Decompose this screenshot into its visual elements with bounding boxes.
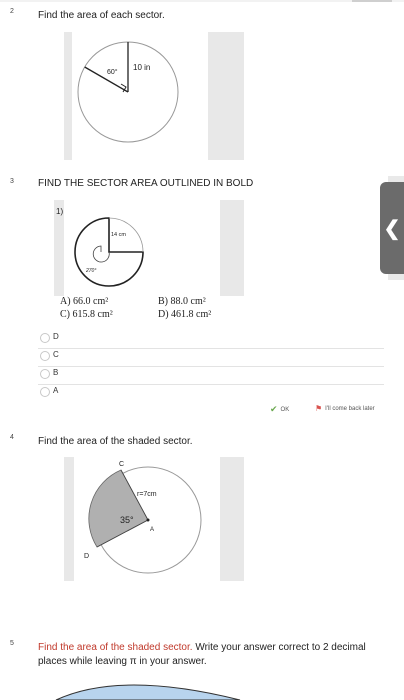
choice-c[interactable] bbox=[38, 348, 384, 367]
come-back-later-button[interactable] bbox=[315, 405, 375, 413]
sector-angle-label: 60° bbox=[107, 69, 118, 76]
choice-label: D bbox=[53, 332, 59, 341]
top-border bbox=[0, 0, 404, 2]
option-d: D) 461.8 cm² bbox=[158, 309, 212, 320]
chevron-left-icon: ❮ bbox=[383, 217, 401, 240]
choice-d[interactable] bbox=[38, 330, 384, 349]
question-number: 4 bbox=[10, 434, 14, 441]
top-bar-mark bbox=[352, 0, 392, 2]
side-panel-toggle[interactable] bbox=[380, 182, 404, 274]
question-number: 3 bbox=[10, 178, 14, 185]
point-d-label: D bbox=[84, 553, 90, 560]
part-label: 1) bbox=[56, 207, 64, 216]
ok-button[interactable] bbox=[270, 405, 289, 414]
question-number: 5 bbox=[10, 640, 14, 647]
question-number: 2 bbox=[10, 8, 14, 15]
sector-radius-label: 10 in bbox=[133, 63, 151, 72]
figure-4-partial bbox=[40, 676, 270, 700]
option-a: A) 66.0 cm² bbox=[60, 296, 109, 307]
choice-label: C bbox=[53, 350, 59, 359]
figure-3 bbox=[64, 457, 244, 581]
question-text-red: Find the area of the shaded sector. bbox=[38, 642, 193, 653]
check-icon: ✔ bbox=[270, 404, 278, 414]
option-c: C) 615.8 cm² bbox=[60, 309, 113, 320]
choice-b[interactable] bbox=[38, 366, 384, 385]
figure-2 bbox=[54, 200, 244, 296]
radio-button[interactable] bbox=[40, 333, 50, 343]
flag-icon: ⚑ bbox=[315, 404, 323, 413]
choice-label: A bbox=[53, 386, 59, 395]
sector-angle-label: 35° bbox=[120, 515, 134, 525]
choice-a[interactable] bbox=[38, 384, 384, 402]
question-text: FIND THE SECTOR AREA OUTLINED IN BOLD bbox=[38, 178, 254, 189]
come-back-later-label: I'll come back later bbox=[325, 406, 375, 412]
point-c-label: C bbox=[119, 461, 125, 468]
question-text: Find the area of each sector. bbox=[38, 10, 165, 21]
sector-radius-label: 14 cm bbox=[111, 232, 126, 238]
radius-label: r=7cm bbox=[137, 491, 157, 498]
figure-1 bbox=[64, 32, 244, 160]
center-point bbox=[147, 519, 150, 522]
question-text bbox=[38, 641, 368, 669]
partial-circle bbox=[56, 685, 240, 700]
ok-label: OK bbox=[280, 406, 290, 413]
question-text: Find the area of the shaded sector. bbox=[38, 436, 193, 447]
option-b: B) 88.0 cm² bbox=[158, 296, 206, 307]
sector-angle-label: 270° bbox=[86, 268, 97, 274]
question-text-black: Write your answer correct to 2 decimal places while leaving π in your answer. bbox=[38, 642, 366, 667]
point-a-label: A bbox=[150, 527, 155, 533]
radio-button[interactable] bbox=[40, 369, 50, 379]
radio-button[interactable] bbox=[40, 387, 50, 397]
choice-label: B bbox=[53, 368, 59, 377]
radio-button[interactable] bbox=[40, 351, 50, 361]
